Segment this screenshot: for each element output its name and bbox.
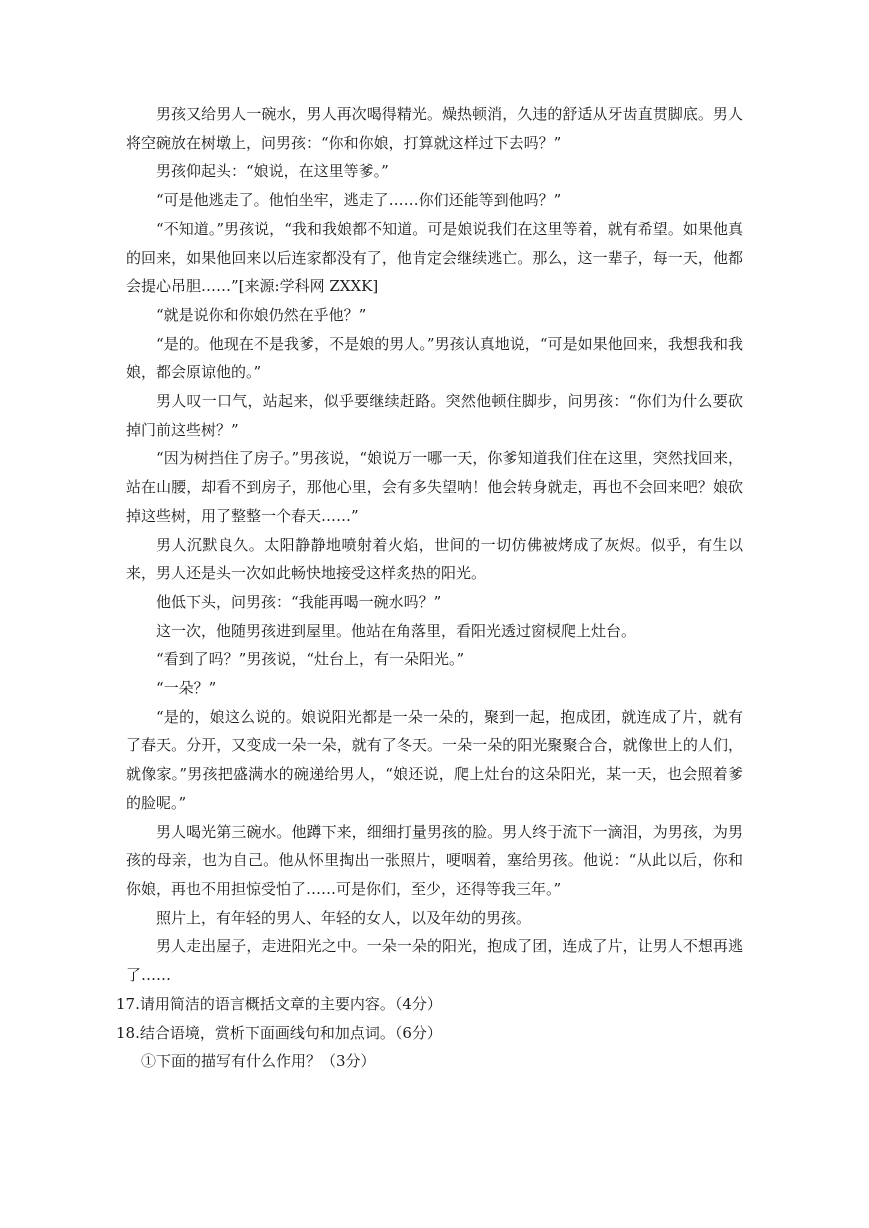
story-paragraph-17: 男人走出屋子，走进阳光之中。一朵一朵的阳光，抱成了团，连成了片，让男人不想再逃了…… bbox=[126, 937, 743, 985]
story-paragraph-7: 男人叹一口气，站起来，似乎要继续赶路。突然他顿住脚步，问男孩：“你们为什么要砍掉门前这些树？” bbox=[126, 392, 743, 439]
document-body bbox=[116, 100, 743, 1076]
question-17: 17.请用简洁的语言概括文章的主要内容。（4分） bbox=[116, 994, 442, 1013]
story-paragraph-3: “可是他逃走了。他怕坐牢，逃走了……你们还能等到他吗？” bbox=[156, 191, 562, 210]
story-paragraph-8: “因为树挡住了房子。”男孩说，“娘说万一哪一天，你爹知道我们住在这里，突然找回来，站在山腰，却看不到房子，那他心里，会有多失望呐！他会转身就走，再也不会回来吧？娘砍掉这些树，用了整整一个春天……” bbox=[126, 449, 743, 525]
story-paragraph-2: 男孩仰起头：“娘说，在这里等爹。” bbox=[156, 162, 389, 181]
story-paragraph-14: “是的，娘这么说的。娘说阳光都是一朵一朵的，聚到一起，抱成团，就连成了片，就有了春天。分开，又变成一朵一朵，就有了冬天。一朵一朵的阳光聚聚合合，就像世上的人们，就像家。”男孩把盛满水的碗递给男人，“娘还说，爬上灶台的这朵阳光，某一天，也会照着爹的脸呢。” bbox=[126, 707, 743, 812]
story-paragraph-10: 他低下头，问男孩：“我能再喝一碗水吗？” bbox=[156, 592, 442, 611]
story-paragraph-9: 男人沉默良久。太阳静静地喷射着火焰，世间的一切仿佛被烤成了灰烬。似乎，有生以来，男人还是头一次如此畅快地接受这样炙热的阳光。 bbox=[126, 535, 743, 583]
story-paragraph-11: 这一次，他随男孩进到屋里。他站在角落里，看阳光透过窗棂爬上灶台。 bbox=[156, 621, 637, 640]
story-paragraph-1: 男孩又给男人一碗水，男人再次喝得精光。燥热顿消，久违的舒适从牙齿直贯脚底。男人将空碗放在树墩上，问男孩：“你和你娘，打算就这样过下去吗？” bbox=[126, 105, 743, 152]
story-paragraph-15: 男人喝光第三碗水。他蹲下来，细细打量男孩的脸。男人终于流下一滴泪，为男孩，为男孩的母亲，也为自己。他从怀里掏出一张照片，哽咽着，塞给男孩。他说：“从此以后，你和你娘，再也不用担惊受怕了……可是你们，至少，还得等我三年。” bbox=[126, 822, 743, 898]
question-18: 18.结合语境，赏析下面画线句和加点词。（6分） bbox=[116, 1023, 442, 1042]
story-paragraph-5: “就是说你和你娘仍然在乎他？” bbox=[156, 305, 367, 324]
story-paragraph-13: “一朵？” bbox=[156, 679, 217, 698]
question-18-sub-1: ①下面的描写有什么作用？（3分） bbox=[141, 1052, 376, 1071]
story-paragraph-4: “不知道。”男孩说，“我和我娘都不知道。可是娘说我们在这里等着，就有希望。如果他真的回来，如果他回来以后连家都没有了，他肯定会继续逃亡。那么，这一辈子，每一天，他都会提心吊胆……”[来源:学科网 ZXXK] bbox=[126, 219, 743, 296]
story-paragraph-12: “看到了吗？”男孩说，“灶台上，有一朵阳光。” bbox=[156, 650, 465, 669]
story-paragraph-6: “是的。他现在不是我爹，不是娘的男人。”男孩认真地说，“可是如果他回来，我想我和我娘，都会原谅他的。” bbox=[126, 334, 743, 382]
story-paragraph-16: 照片上，有年轻的男人、年轻的女人，以及年幼的男孩。 bbox=[156, 908, 532, 927]
